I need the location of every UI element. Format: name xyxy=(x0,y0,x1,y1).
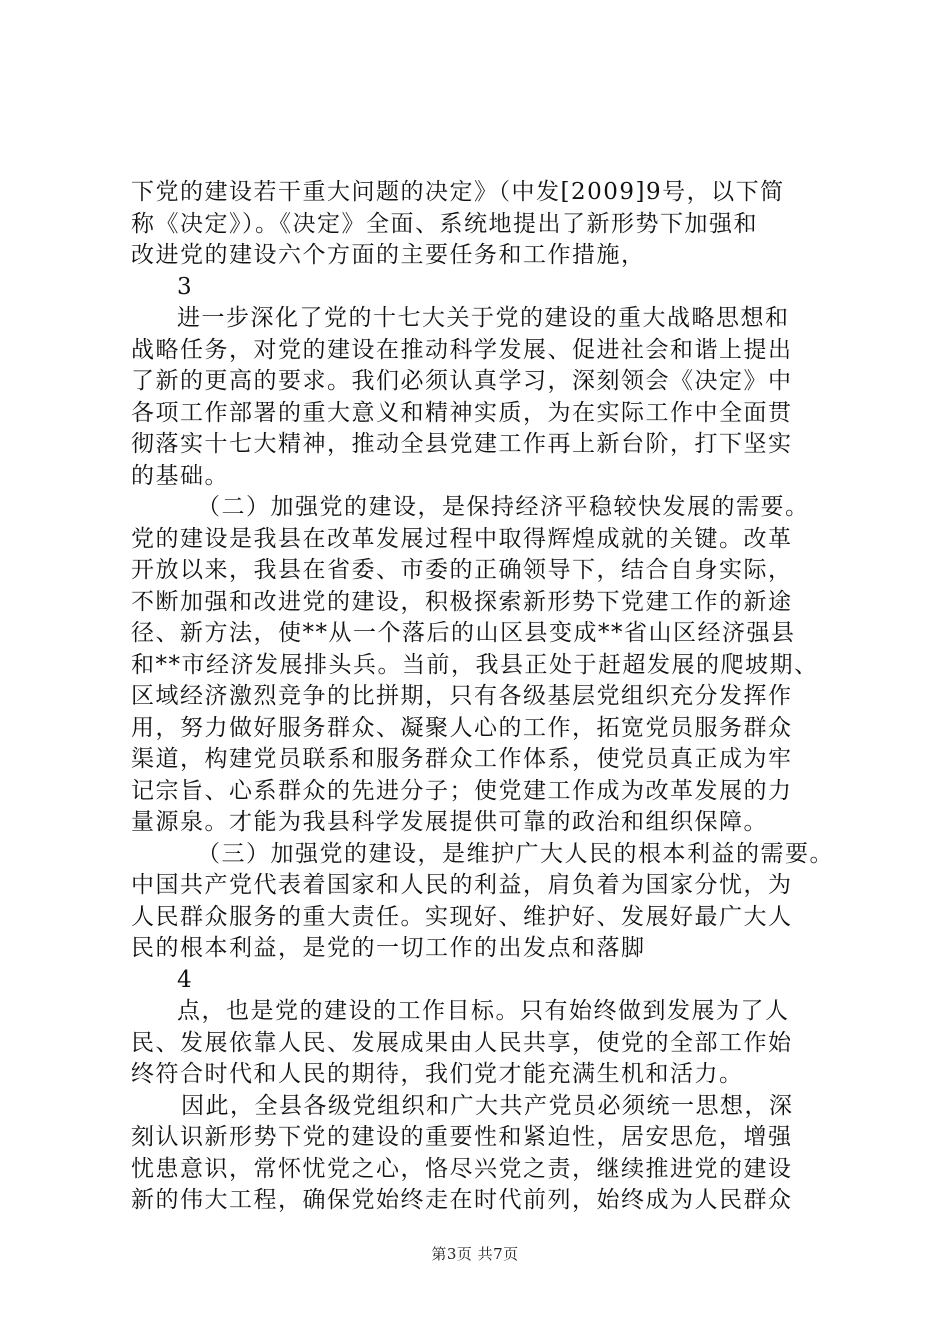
text-line: 彻落实十七大精神，推动全县党建工作再上新台阶，打下坚实 xyxy=(131,431,793,457)
text-line: 忧患意识，常怀忧党之心，恪尽兴党之责，继续推进党的建设 xyxy=(131,1155,793,1182)
text-line: 记宗旨、心系群众的先进分子；使党建工作成为改革发展的力 xyxy=(131,777,793,804)
text-line: 区域经济激烈竞争的比拼期，只有各级基层党组织充分发挥作 xyxy=(131,683,793,709)
section-heading-line: （二）加强党的建设，是保持经济平稳较快发展的需要。 xyxy=(197,494,810,520)
text-line: 量源泉。才能为我县科学发展提供可靠的政治和组织保障。 xyxy=(131,809,768,835)
text-line: 不断加强和改进党的建设，积极探索新形势下党建工作的新途 xyxy=(131,588,793,615)
text-line: 战略任务，对党的建设在推动科学发展、促进社会和谐上提出 xyxy=(131,336,793,363)
paragraph-start-line: 进一步深化了党的十七大关于党的建设的重大战略思想和 xyxy=(177,305,790,331)
page-marker: 3 xyxy=(177,273,192,300)
text-line: 称《决定》）。《决定》全面、系统地提出了新形势下加强和 xyxy=(131,210,758,237)
page-marker: 4 xyxy=(177,966,192,993)
text-line: 刻认识新形势下党的建设的重要性和紧迫性，居安思危，增强 xyxy=(131,1124,793,1150)
text-line: 各项工作部署的重大意义和精神实质，为在实际工作中全面贯 xyxy=(131,399,793,426)
text-line: 民、发展依靠人民、发展成果由人民共享，使党的全部工作始 xyxy=(131,1029,793,1056)
text-line: 用，努力做好服务群众、凝聚人心的工作，拓宽党员服务群众 xyxy=(131,714,793,741)
body-text xyxy=(131,177,836,1217)
text-line: 民的根本利益，是党的一切工作的出发点和落脚 xyxy=(131,935,646,961)
text-line: 人民群众服务的重大责任。实现好、维护好、发展好最广大人 xyxy=(131,903,793,930)
text-line: 了新的更高的要求。我们必须认真学习，深刻领会《决定》中 xyxy=(131,368,793,394)
text-line: 开放以来，我县在省委、市委的正确领导下，结合自身实际， xyxy=(131,557,793,583)
paragraph-start-line: 因此，全县各级党组织和广大共产党员必须统一思想，深 xyxy=(181,1092,794,1119)
text-line: 渠道，构建党员联系和服务群众工作体系，使党员真正成为牢 xyxy=(131,746,793,772)
section-heading-line: （三）加强党的建设，是维护广大人民的根本利益的需要。 xyxy=(197,840,834,867)
paragraph-start-line: 点，也是党的建设的工作目标。只有始终做到发展为了人 xyxy=(177,998,790,1024)
text-line: 下党的建设若干重大问题的决定》（中发[2009]9号，以下简 xyxy=(131,179,785,205)
text-line: 党的建设是我县在改革发展过程中取得辉煌成就的关键。改革 xyxy=(131,525,793,552)
text-line: 新的伟大工程，确保党始终走在时代前列，始终成为人民群众 xyxy=(131,1187,793,1213)
text-line: 中国共产党代表着国家和人民的利益，肩负着为国家分忧，为 xyxy=(131,872,793,898)
text-line: 和**市经济发展排头兵。当前，我县正处于赶超发展的爬坡期、 xyxy=(131,651,819,678)
text-line: 改进党的建设六个方面的主要任务和工作措施， xyxy=(131,242,646,268)
page-footer: 第3页 共7页 xyxy=(431,1245,519,1263)
text-line: 的基础。 xyxy=(131,462,229,489)
text-line: 径、新方法，使**从一个落后的山区县变成**省山区经济强县 xyxy=(131,620,796,646)
text-line: 终符合时代和人民的期待，我们党才能充满生机和活力。 xyxy=(131,1061,744,1087)
